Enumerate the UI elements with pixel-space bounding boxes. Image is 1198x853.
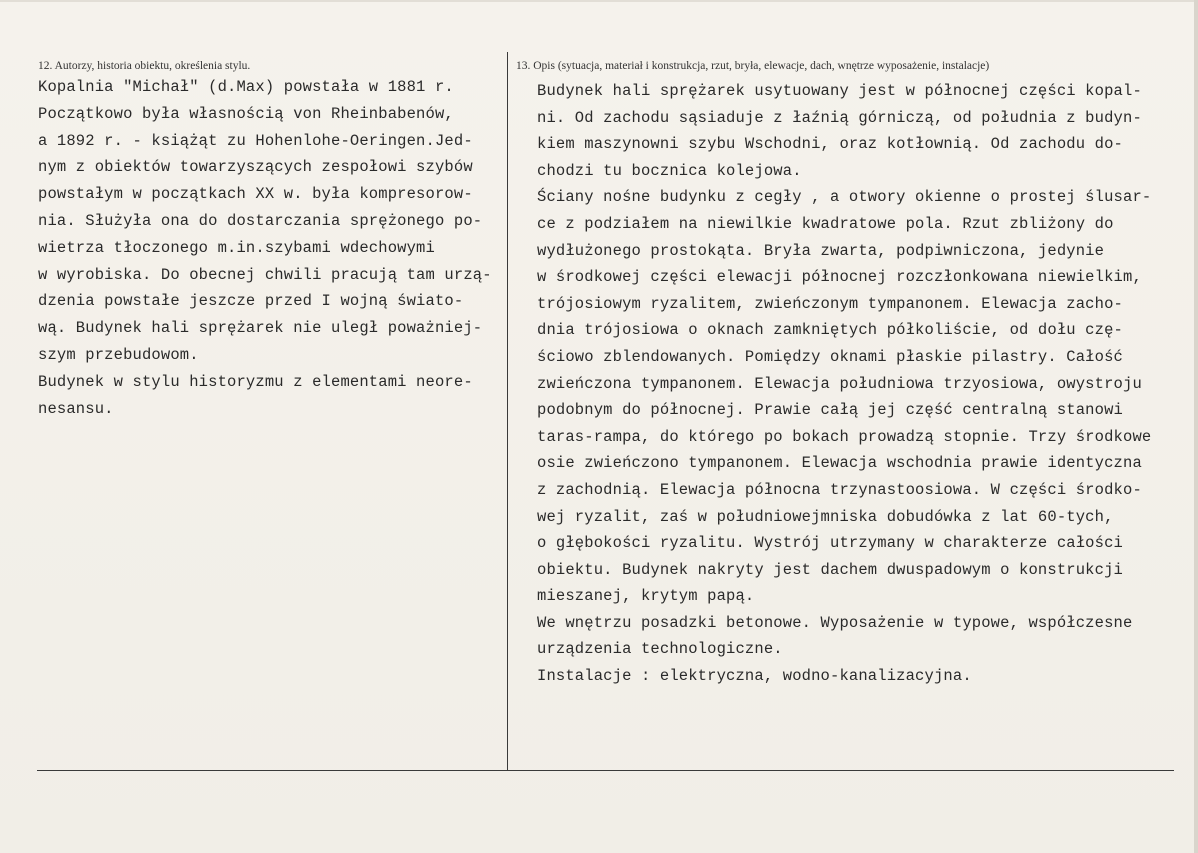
text-line: taras-rampa, do którego po bokach prowadzą stopnie. Trzy środkowe <box>537 427 1152 446</box>
text-line: zwieńczona tympanonem. Elewacja południowa trzyosiowa, owystroju <box>537 374 1142 393</box>
text-line: ni. Od zachodu sąsiaduje z łaźnią górniczą, od południa z budyn- <box>537 108 1142 127</box>
text-line: dzenia powstałe jeszcze przed I wojną świato- <box>38 292 464 311</box>
section-12-heading: 12. Autorzy, historia obiektu, określenia stylu. <box>38 60 251 72</box>
text-line: z zachodnią. Elewacja północna trzynastoosiowa. W części środko- <box>537 480 1142 499</box>
card-top-edge <box>0 0 1198 2</box>
text-line: Budynek hali sprężarek usytuowany jest w północnej części kopal- <box>537 82 1142 100</box>
text-line: We wnętrzu posadzki betonowe. Wyposażenie w typowe, współczesne <box>537 613 1133 632</box>
text-line: urządzenia technologiczne. <box>537 640 783 659</box>
text-line: w wyrobiska. Do obecnej chwili pracują tam urzą- <box>38 265 492 284</box>
text-line: nym z obiektów towarzyszących zespołowi szybów <box>38 158 473 177</box>
text-line: kiem maszynowni szybu Wschodni, oraz kotłownią. Od zachodu do- <box>537 135 1123 154</box>
text-line: trójosiowym ryzalitem, zwieńczonym tympanonem. Elewacja zacho- <box>537 294 1123 313</box>
text-line: wydłużonego prostokąta. Bryła zwarta, podpiwniczona, jedynie <box>537 241 1105 260</box>
text-line: Ściany nośne budynku z cegły , a otwory okienne o prostej ślusar- <box>537 188 1152 207</box>
text-line: Instalacje : elektryczna, wodno-kanalizacyjna. <box>537 667 972 686</box>
text-line: a 1892 r. - książąt zu Hohenlohe-Oeringen.Jed- <box>38 131 473 150</box>
text-line: nesansu. <box>38 399 114 418</box>
text-line: wej ryzalit, zaś w południowejmniska dobudówka z lat 60-tych, <box>537 507 1114 526</box>
text-line: powstałym w początkach XX w. była kompresorow- <box>38 185 473 204</box>
text-line: w środkowej części elewacji północnej rozczłonkowana niewielkim, <box>537 268 1142 287</box>
section-13-text <box>537 78 1192 690</box>
text-line: mieszanej, krytym papą. <box>537 587 755 606</box>
text-line: Początkowo była własnością von Rheinbabenów, <box>38 104 454 123</box>
text-line: ściowo zblendowanych. Pomiędzy oknami płaskie pilastry. Całość <box>537 347 1123 366</box>
section-13-heading: 13. Opis (sytuacja, materiał i konstrukcja, rzut, bryła, elewacje, dach, wnętrze wyposażenie, instalacje) <box>516 60 990 72</box>
text-line: obiektu. Budynek nakryty jest dachem dwuspadowym o konstrukcji <box>537 560 1123 579</box>
text-line: osie zwieńczono tympanonem. Elewacja wschodnia prawie identyczna <box>537 454 1142 473</box>
card-right-edge <box>1194 0 1198 853</box>
text-line: Kopalnia "Michał" (d.Max) powstała w 1881 r. <box>38 78 454 96</box>
text-line: podobnym do północnej. Prawie całą jej część centralną stanowi <box>537 401 1123 420</box>
bottom-rule <box>37 770 1174 771</box>
section-12-text <box>38 74 508 422</box>
text-line: Budynek w stylu historyzmu z elementami neore- <box>38 372 473 391</box>
text-line: wą. Budynek hali sprężarek nie uległ poważniej- <box>38 319 483 338</box>
text-line: dnia trójosiowa o oknach zamkniętych półkoliście, od dołu czę- <box>537 321 1123 340</box>
text-line: nia. Służyła ona do dostarczania sprężonego po- <box>38 211 483 230</box>
text-line: szym przebudowom. <box>38 345 199 364</box>
text-line: o głębokości ryzalitu. Wystrój utrzymany w charakterze całości <box>537 534 1123 553</box>
text-line: wietrza tłoczonego m.in.szybami wdechowymi <box>38 238 435 257</box>
text-line: chodzi tu bocznica kolejowa. <box>537 161 802 180</box>
text-line: ce z podziałem na niewilkie kwadratowe pola. Rzut zbliżony do <box>537 214 1114 233</box>
